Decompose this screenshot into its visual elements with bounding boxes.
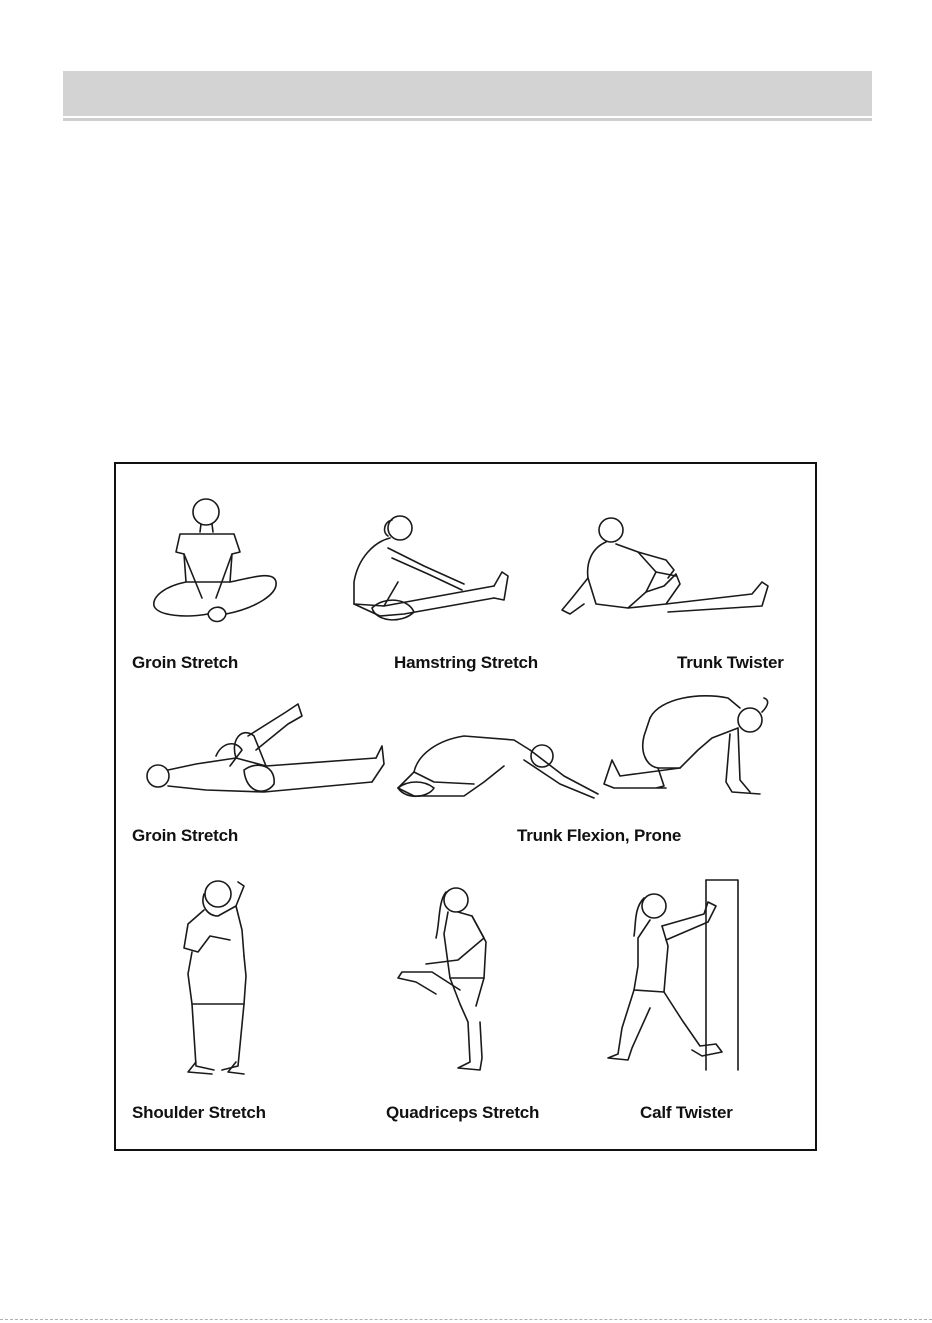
hamstring-stretch-illustration [344, 512, 514, 627]
groin-stretch-lying-illustration [136, 696, 386, 806]
trunk-flexion-childs-pose-illustration [394, 726, 604, 806]
stretch-label: Hamstring Stretch [394, 653, 538, 672]
header-divider [63, 118, 872, 121]
stretch-label: Shoulder Stretch [132, 1103, 266, 1122]
trunk-twister-illustration [556, 512, 776, 627]
calf-twister-illustration [604, 878, 754, 1078]
stretch-illustrations-panel [114, 462, 817, 1151]
stretch-label: Calf Twister [640, 1103, 733, 1122]
stretch-label: Quadriceps Stretch [386, 1103, 540, 1122]
trunk-flexion-all-fours-illustration [600, 690, 780, 805]
stretch-label: Groin Stretch [132, 653, 239, 672]
groin-stretch-seated-illustration [146, 490, 286, 630]
section-header-bar [63, 71, 872, 116]
quadriceps-stretch-illustration [396, 882, 506, 1077]
stretch-label: Groin Stretch [132, 826, 239, 845]
stretch-label: Trunk Twister [677, 653, 784, 672]
shoulder-stretch-illustration [174, 876, 264, 1076]
stretch-label: Trunk Flexion, Prone [517, 826, 682, 845]
page-bottom-edge [0, 1319, 932, 1320]
